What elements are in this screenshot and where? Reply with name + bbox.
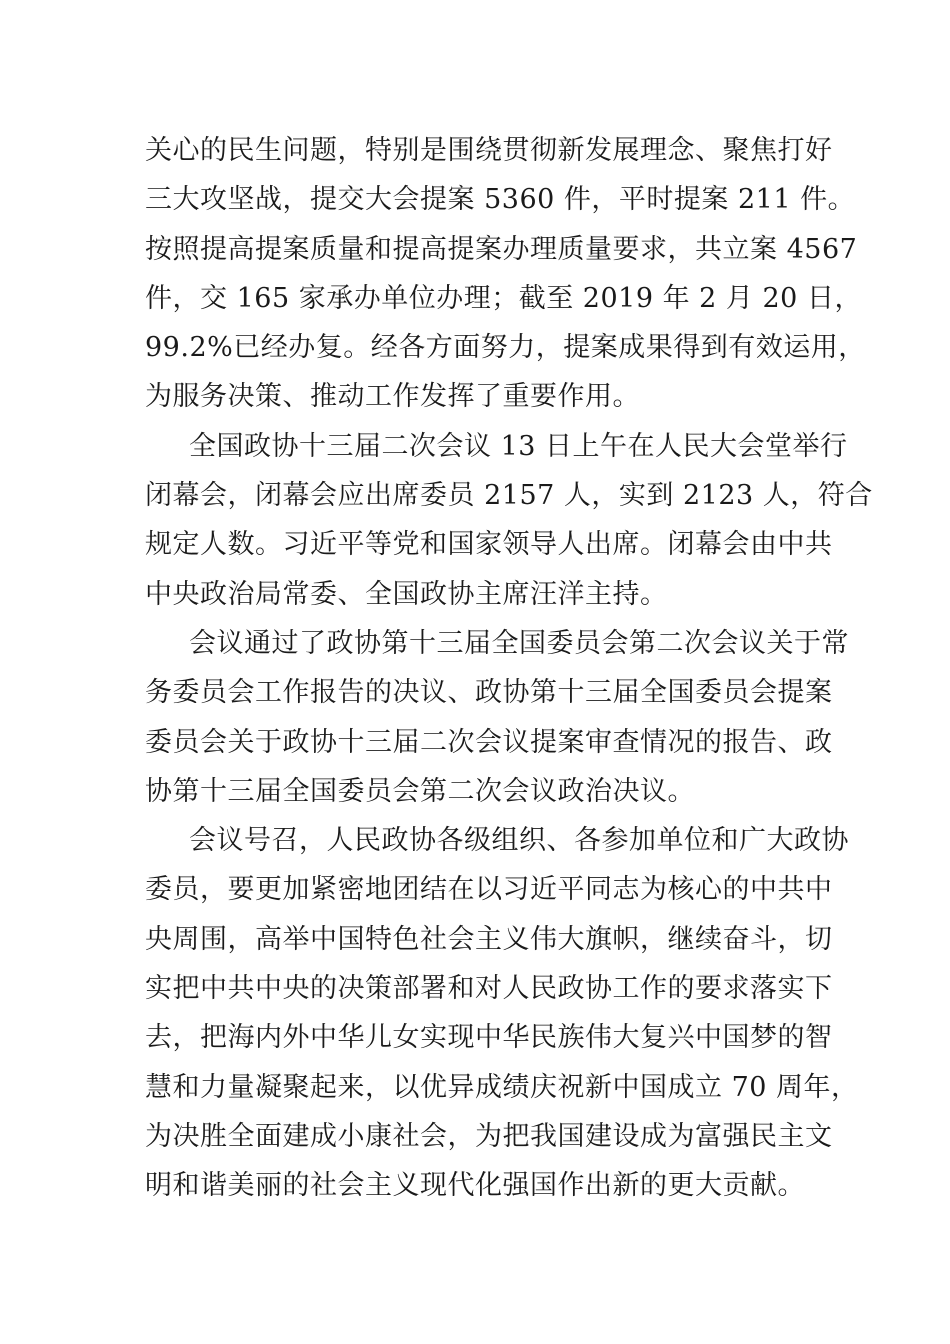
paragraph-line: 委员会关于政协十三届二次会议提案审查情况的报告、政 bbox=[145, 726, 833, 758]
paragraph-line: 央周围，高举中国特色社会主义伟大旗帜，继续奋斗，切 bbox=[145, 923, 833, 955]
paragraph-line: 协第十三届全国委员会第二次会议政治决议。 bbox=[145, 775, 695, 807]
paragraph-line: 为服务决策、推动工作发挥了重要作用。 bbox=[145, 381, 640, 413]
paragraph-line: 务委员会工作报告的决议、政协第十三届全国委员会提案 bbox=[145, 677, 833, 709]
paragraph-line: 为决胜全面建成小康社会，为把我国建设成为富强民主文 bbox=[145, 1120, 833, 1152]
paragraph-line: 闭幕会，闭幕会应出席委员 2157 人，实到 2123 人，符合 bbox=[145, 480, 873, 512]
paragraph-line: 慧和力量凝聚起来，以优异成绩庆祝新中国成立 70 周年， bbox=[145, 1071, 859, 1103]
paragraph-3 bbox=[145, 619, 849, 816]
paragraph-line: 委员，要更加紧密地团结在以习近平同志为核心的中共中 bbox=[145, 874, 833, 906]
paragraph-line: 件，交 165 家承办单位办理；截至 2019 年 2 月 20 日， bbox=[145, 282, 862, 314]
paragraph-2 bbox=[145, 422, 873, 619]
paragraph-line-indented: 会议通过了政协第十三届全国委员会第二次会议关于常 bbox=[189, 627, 849, 659]
document-body bbox=[145, 126, 873, 1211]
paragraph-line: 实把中共中央的决策部署和对人民政协工作的要求落实下 bbox=[145, 973, 833, 1005]
paragraph-line: 去，把海内外中华儿女实现中华民族伟大复兴中国梦的智 bbox=[145, 1022, 833, 1054]
paragraph-line: 关心的民生问题，特别是围绕贯彻新发展理念、聚焦打好 bbox=[145, 135, 833, 166]
paragraph-4 bbox=[145, 816, 859, 1210]
paragraph-line-indented: 会议号召，人民政协各级组织、各参加单位和广大政协 bbox=[189, 825, 849, 857]
paragraph-1 bbox=[145, 126, 866, 422]
paragraph-line-indented: 全国政协十三届二次会议 13 日上午在人民大会堂举行 bbox=[189, 430, 848, 462]
paragraph-line: 中央政治局常委、全国政协主席汪洋主持。 bbox=[145, 578, 668, 610]
paragraph-line: 按照提高提案质量和提高提案办理质量要求，共立案 4567 bbox=[145, 233, 858, 265]
paragraph-line: 三大攻坚战，提交大会提案 5360 件，平时提案 211 件。 bbox=[145, 184, 856, 216]
paragraph-line: 99.2%已经办复。经各方面努力，提案成果得到有效运用， bbox=[145, 332, 866, 364]
paragraph-line: 明和谐美丽的社会主义现代化强国作出新的更大贡献。 bbox=[145, 1170, 805, 1202]
paragraph-line: 规定人数。习近平等党和国家领导人出席。闭幕会由中共 bbox=[145, 529, 833, 561]
